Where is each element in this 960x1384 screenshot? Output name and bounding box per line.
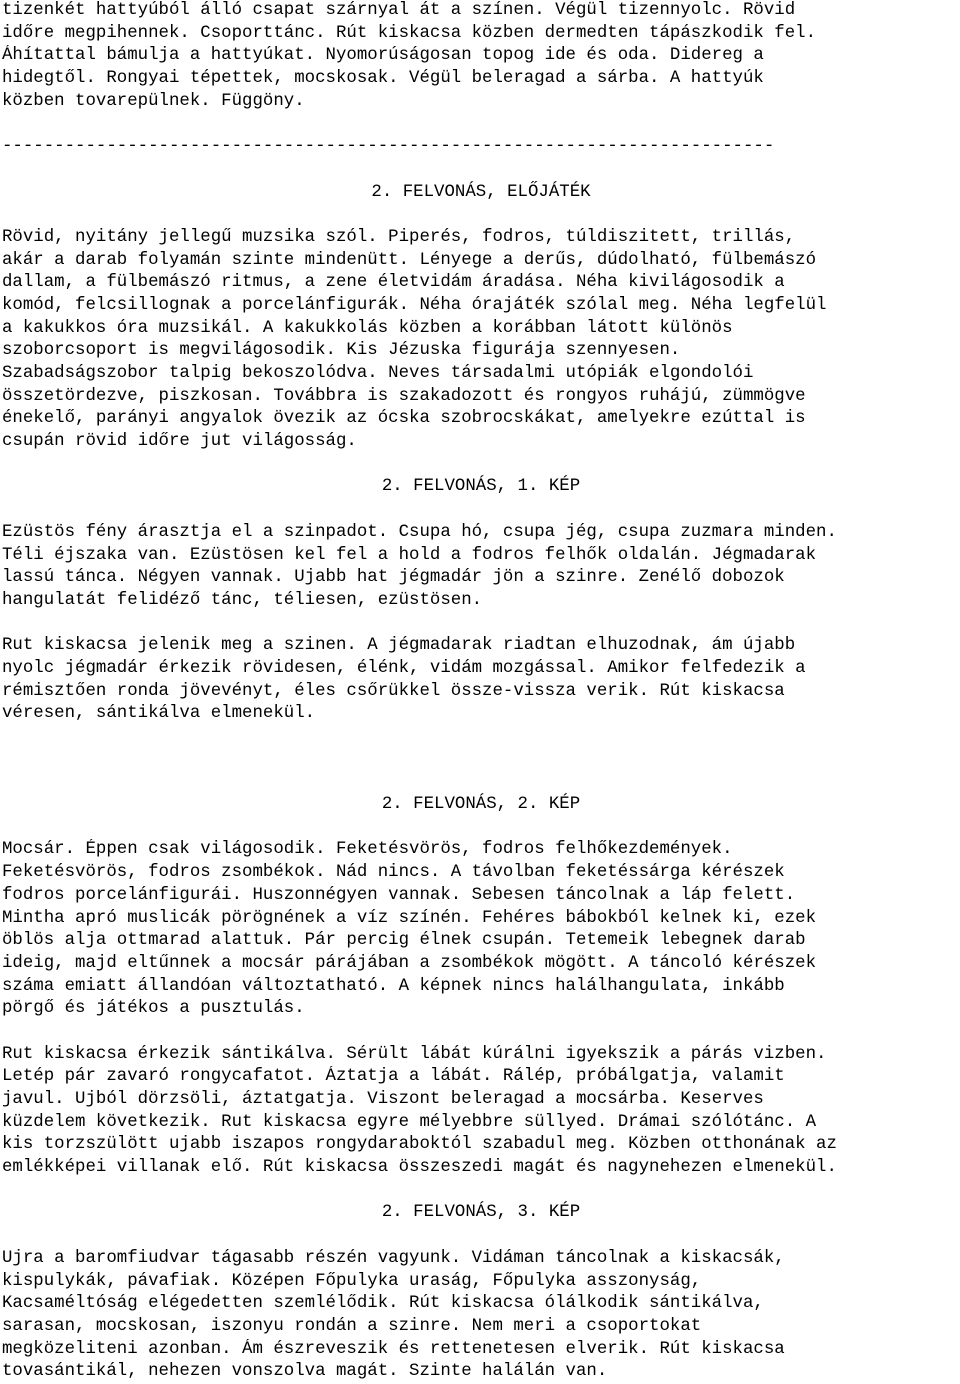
- blank-line: [2, 454, 960, 477]
- text-line: Szabadságszobor talpig bekoszolódva. Neves társadalmi utópiák elgondolói: [2, 364, 754, 383]
- text-line: komód, felcsillognak a porcelánfigurák. Néha órajáték szólal meg. Néha legfelül: [2, 295, 827, 315]
- text-line: sarasan, mocskosan, iszonyu rondán a szinre. Nem meri a csoportokat: [2, 1316, 702, 1336]
- blank-line: [2, 817, 960, 840]
- text-line: nyolc jégmadár érkezik rövidesen, élénk, vidám mozgással. Amikor felfedezik a: [2, 658, 806, 678]
- text-line: öblös alja ottmarad alattuk. Pár percig élnek csupán. Tetemeik lebegnek darab: [2, 931, 806, 951]
- text-line: száma emiatt állandóan változtatható. A képnek nincs halálhangulata, inkább: [2, 976, 785, 996]
- paragraph: [2, 1044, 960, 1180]
- text-line: Téli éjszaka van. Ezüstösen kel fel a hold a fodros felhők oldalán. Jégmadarak: [2, 545, 817, 565]
- text-line: dallam, a fülbemászó ritmus, a zene életvidám áradása. Néha kivilágosodik a: [2, 273, 785, 293]
- blank-line: [2, 113, 960, 136]
- text-line: véresen, sántikálva elmenekül.: [2, 704, 316, 724]
- section-heading: 2. FELVONÁS, 1. KÉP: [381, 477, 581, 497]
- text-line: Rövid, nyitány jellegű muzsika szól. Piperés, fodros, túldiszitett, trillás,: [2, 227, 796, 247]
- text-line: rémisztően ronda jövevényt, éles csőrükkel össze-vissza verik. Rút kiskacsa: [2, 681, 785, 701]
- text-line: tovasántikál, nehezen vonszolva magát. Szinte halálán van.: [2, 1362, 608, 1382]
- text-line: csupán rövid időre jut világosság.: [2, 432, 357, 452]
- document-page: [2, 0, 960, 1384]
- text-line: pörgő és játékos a pusztulás.: [2, 999, 305, 1019]
- text-line: közben tovarepülnek. Függöny.: [2, 91, 305, 111]
- text-line: lassú tánca. Négyen vannak. Ujabb hat jégmadár jön a szinre. Zenélő dobozok: [2, 568, 785, 588]
- paragraph: [2, 839, 960, 1021]
- blank-line: [2, 613, 960, 636]
- text-line: Áhítattal bámulja a hattyúkat. Nyomorúságosan topog ide és oda. Didereg a: [2, 46, 764, 66]
- blank-line: [2, 204, 960, 227]
- text-line: kispulykák, pávafiak. Középen Főpulyka uraság, Főpulyka asszonyság,: [2, 1271, 702, 1291]
- paragraph: [2, 1248, 960, 1384]
- blank-line: [2, 1180, 960, 1203]
- text-line: szoborcsoport is megvilágosodik. Kis Jézuska figurája szennyesen.: [2, 341, 681, 361]
- text-line: kis torzszülött ujabb iszapos rongydaraboktól szabadul meg. Közben otthonának az: [2, 1135, 837, 1155]
- text-line: a kakukkos óra muzsikál. A kakukkolás közben a korábban látott különös: [2, 318, 733, 338]
- paragraph: [2, 136, 960, 159]
- text-line: Mocsár. Éppen csak világosodik. Feketésvörös, fodros felhőkezdemények.: [2, 840, 733, 860]
- blank-line: [2, 159, 960, 182]
- text-line: Rut kiskacsa jelenik meg a szinen. A jégmadarak riadtan elhuzodnak, ám újabb: [2, 636, 796, 656]
- text-line: ideig, majd eltűnnek a mocsár párájában a zsombékok mögött. A táncoló kérészek: [2, 953, 817, 973]
- text-line: Ujra a baromfiudvar tágasabb részén vagyunk. Vidáman táncolnak a kiskacsák,: [2, 1248, 785, 1268]
- paragraph: [2, 0, 960, 113]
- blank-line: [2, 726, 960, 749]
- text-line: hidegtől. Rongyai tépettek, mocskosak. Végül beleragad a sárba. A hattyúk: [2, 69, 764, 89]
- paragraph: [2, 635, 960, 726]
- blank-line: [2, 771, 960, 794]
- text-line: fodros porcelánfigurái. Huszonnégyen vannak. Sebesen táncolnak a láp felett.: [2, 885, 796, 905]
- text-line: akár a darab folyamán szinte mindenütt. Lényege a derűs, dúdolható, fülbemászó: [2, 250, 817, 270]
- text-line: énekelő, parányi angyalok övezik az ócska szobrocskákat, amelyekre ezúttal is: [2, 409, 806, 429]
- section-heading: 2. FELVONÁS, 3. KÉP: [381, 1203, 581, 1223]
- text-line: összetördezve, piszkosan. Továbbra is szakadozott és rongyos ruhájú, zümmögve: [2, 386, 806, 406]
- text-line: Letép pár zavaró rongycafatot. Áztatja a lábát. Rálép, próbálgatja, valamit: [2, 1067, 785, 1087]
- blank-line: [2, 1225, 960, 1248]
- blank-line: [2, 499, 960, 522]
- text-line: megközeliteni azonban. Ám észreveszik és rettenetesen elverik. Rút kiskacsa: [2, 1339, 785, 1359]
- blank-line: [2, 1021, 960, 1044]
- text-line: hangulatát felidéző tánc, téliesen, ezüstösen.: [2, 590, 483, 610]
- text-line: tizenkét hattyúból álló csapat szárnyal át a színen. Végül tizennyolc. Rövid: [2, 1, 796, 20]
- text-line: küzdelem következik. Rut kiskacsa egyre mélyebbre süllyed. Drámai szólótánc. A: [2, 1112, 817, 1132]
- paragraph: [2, 227, 960, 454]
- text-line: időre megpihennek. Csoporttánc. Rút kiskacsa közben dermedten tápászkodik fel.: [2, 23, 817, 43]
- paragraph: [2, 522, 960, 613]
- text-line: Feketésvörös, fodros zsombékok. Nád nincs. A távolban feketéssárga kérészek: [2, 863, 785, 883]
- text-line: emlékképei villanak elő. Rút kiskacsa összeszedi magát és nagynehezen elmenekül.: [2, 1158, 837, 1178]
- blank-line: [2, 749, 960, 772]
- text-line: Mintha apró muslicák pörögnének a víz színén. Fehéres bábokból kelnek ki, ezek: [2, 908, 817, 928]
- section-heading: 2. FELVONÁS, ELŐJÁTÉK: [371, 182, 591, 202]
- text-line: Ezüstös fény árasztja el a szinpadot. Csupa hó, csupa jég, csupa zuzmara minden.: [2, 522, 837, 542]
- section-heading: 2. FELVONÁS, 2. KÉP: [381, 795, 581, 815]
- text-line: Kacsaméltóság elégedetten szemlélődik. Rút kiskacsa ólálkodik sántikálva,: [2, 1294, 764, 1314]
- text-line: --------------------------------------------------------------------------: [2, 137, 775, 157]
- text-line: Rut kiskacsa érkezik sántikálva. Sérült lábát kúrálni igyekszik a párás vizben.: [2, 1044, 827, 1064]
- text-line: javul. Ujból dörzsöli, áztatgatja. Viszont beleragad a mocsárba. Keserves: [2, 1090, 764, 1109]
